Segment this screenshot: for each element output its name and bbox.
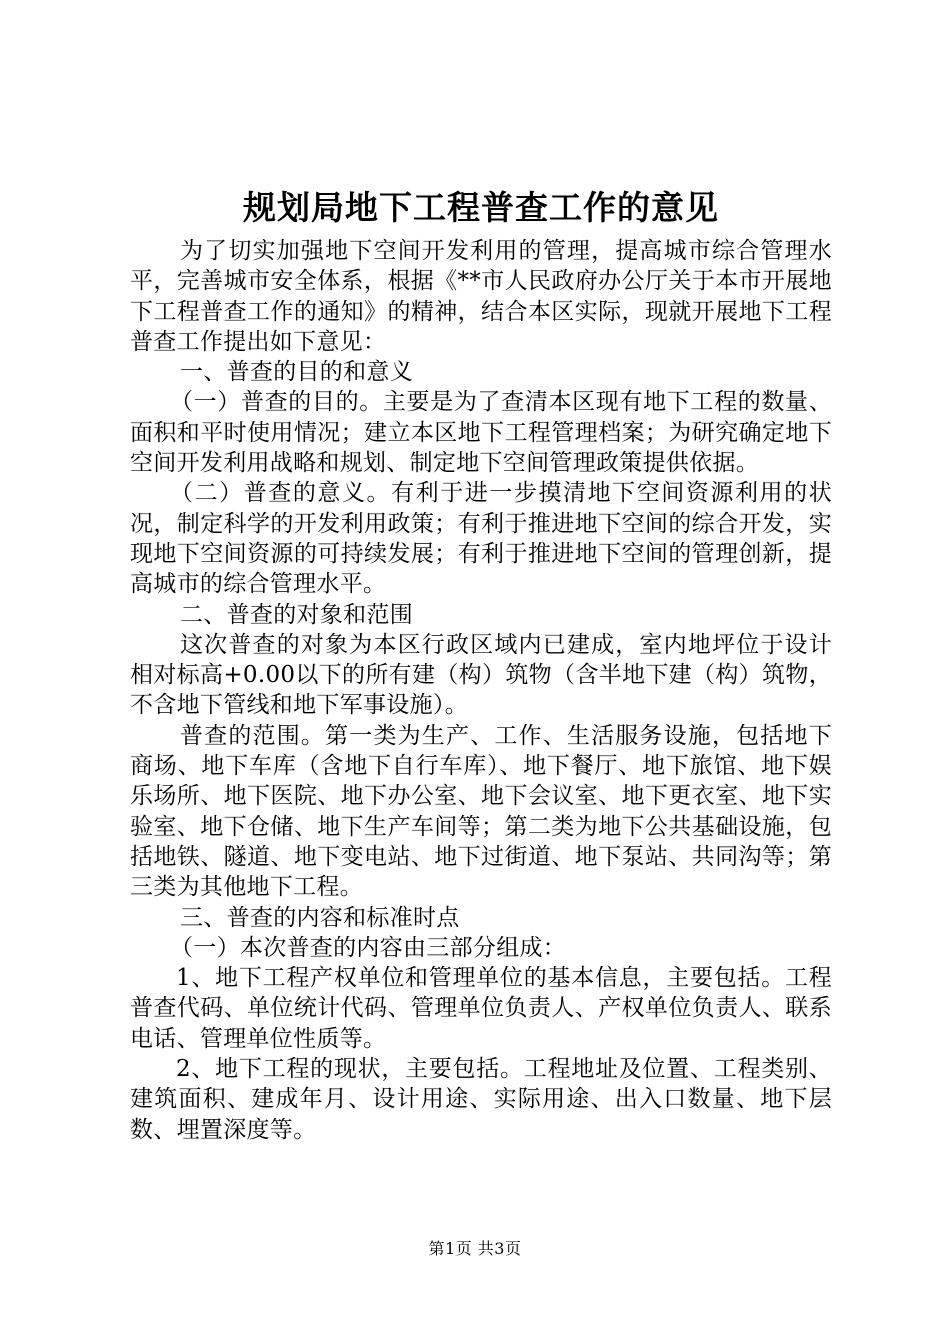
section-heading-2: 二、普查的对象和范围 xyxy=(180,601,413,628)
paragraph-content-intro: （一）本次普查的内容由三部分组成： xyxy=(170,934,567,961)
paragraph-objects: 这次普查的对象为本区行政区域内已建成，室内地坪位于设计相对标高+0.00以下的所有建（构）筑物（含半地下建（构）筑物，不含地下管线和地下军事设施）。 xyxy=(130,631,832,719)
document-title: 规划局地下工程普查工作的意见 xyxy=(243,188,719,227)
paragraph-item-2: 2、地下工程的现状，主要包括。工程地址及位置、工程类别、建筑面积、建成年月、设计用途、实际用途、出入口数量、地下层数、埋置深度等。 xyxy=(130,1056,832,1143)
document-body xyxy=(130,236,832,1145)
paragraph-significance: （二）普查的意义。有利于进一步摸清地下空间资源利用的状况，制定科学的开发利用政策；有利于推进地下空间的综合开发，实现地下空间资源的可持续发展；有利于推进地下空间的管理创新，提高城市的综合管理水平。 xyxy=(130,480,832,598)
document-page xyxy=(130,0,832,1344)
section-heading-3: 三、普查的内容和标准时点 xyxy=(180,904,460,931)
section-heading-1: 一、普查的目的和意义 xyxy=(180,359,413,386)
page-footer: 第1页 共3页 xyxy=(428,1239,522,1258)
paragraph-item-1: 1、地下工程产权单位和管理单位的基本信息，主要包括。工程普查代码、单位统计代码、管理单位负责人、产权单位负责人、联系电话、管理单位性质等。 xyxy=(130,965,832,1052)
paragraph-purpose: （一）普查的目的。主要是为了查清本区现有地下工程的数量、面积和平时使用情况；建立本区地下工程管理档案；为研究确定地下空间开发利用战略和规划、制定地下空间管理政策提供依据。 xyxy=(130,389,832,477)
paragraph-intro: 为了切实加强地下空间开发利用的管理，提高城市综合管理水平，完善城市安全体系，根据《**市人民政府办公厅关于本市开展地下工程普查工作的通知》的精神，结合本区实际，现就开展地下工程普查工作提出如下意见： xyxy=(130,238,832,355)
paragraph-scope: 普查的范围。第一类为生产、工作、生活服务设施，包括地下商场、地下车库（含地下自行车库）、地下餐厅、地下旅馆、地下娱乐场所、地下医院、地下办公室、地下会议室、地下更衣室、地下实验室、地下仓储、地下生产车间等；第二类为地下公共基础设施，包括地铁、隧道、地下变电站、地下过街道、地下泵站、共同沟等；第三类为其他地下工程。 xyxy=(130,722,832,901)
